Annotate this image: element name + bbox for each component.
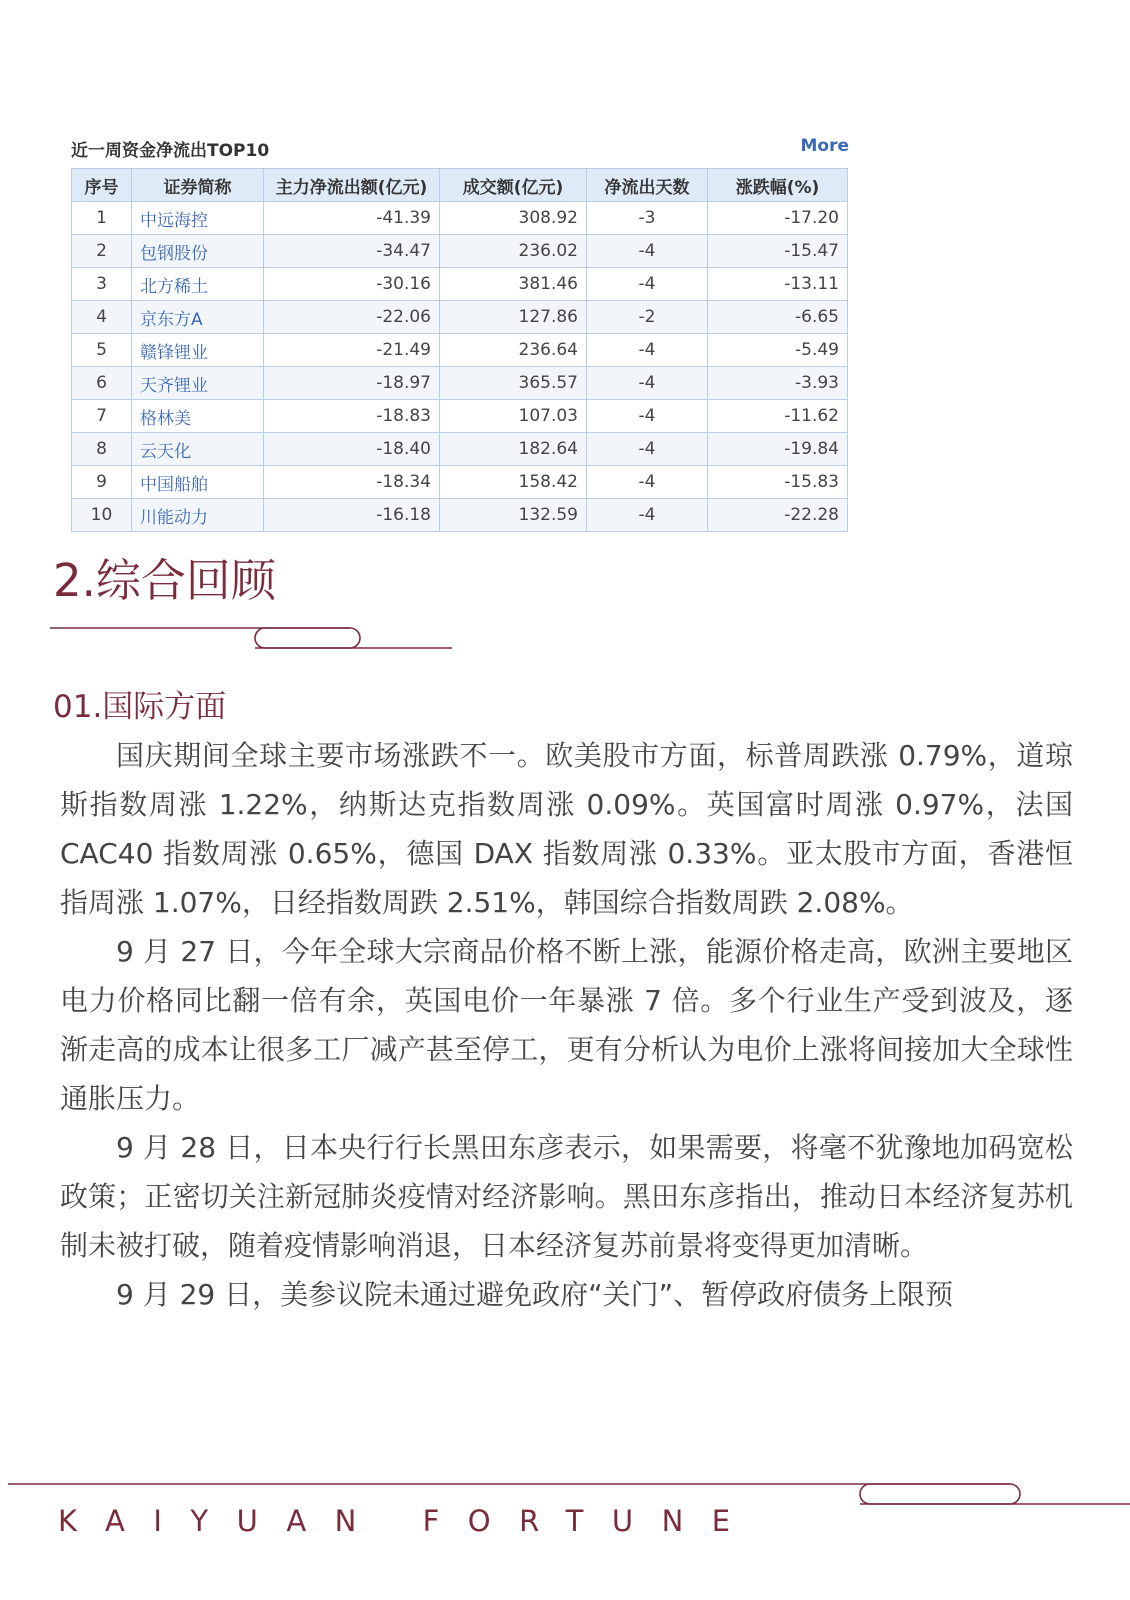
table-row [72, 268, 848, 301]
outflow-days-cell: -4 [587, 433, 708, 466]
change-cell: -22.28 [708, 499, 848, 532]
article-body [60, 731, 1073, 1319]
table-row [72, 433, 848, 466]
section-divider-ornament [50, 620, 470, 656]
paragraph: 9 月 27 日，今年全球大宗商品价格不断上涨，能源价格走高，欧洲主要地区电力价格同比翻一倍有余，英国电价一年暴涨 7 倍。多个行业生产受到波及，逐渐走高的成本让很多工厂减产甚至停工，更有分析认为电价上涨将间接加大全球性通胀压力。 [60, 935, 1073, 1115]
outflow-days-cell: -4 [587, 235, 708, 268]
turnover-cell: 127.86 [440, 301, 587, 334]
turnover-cell: 158.42 [440, 466, 587, 499]
outflow-cell: -21.49 [264, 334, 440, 367]
change-cell: -5.49 [708, 334, 848, 367]
net-outflow-table [71, 168, 848, 532]
outflow-days-cell: -2 [587, 301, 708, 334]
turnover-cell: 308.92 [440, 202, 587, 235]
stock-name-link[interactable]: 云天化 [132, 433, 264, 466]
table-header-row [72, 169, 848, 202]
stock-name-link[interactable]: 京东方A [132, 301, 264, 334]
paragraph: 9 月 28 日，日本央行行长黑田东彦表示，如果需要，将毫不犹豫地加码宽松政策；正密切关注新冠肺炎疫情对经济影响。黑田东彦指出，推动日本经济复苏机制未被打破，随着疫情影响消退，日本经济复苏前景将变得更加清晰。 [60, 1131, 1073, 1262]
change-cell: -3.93 [708, 367, 848, 400]
table-row [72, 334, 848, 367]
outflow-cell: -18.34 [264, 466, 440, 499]
turnover-cell: 236.64 [440, 334, 587, 367]
turnover-cell: 132.59 [440, 499, 587, 532]
table-row [72, 301, 848, 334]
rank-cell: 2 [72, 235, 132, 268]
rank-cell: 10 [72, 499, 132, 532]
column-header: 证券简称 [132, 169, 264, 202]
turnover-cell: 365.57 [440, 367, 587, 400]
change-cell: -13.11 [708, 268, 848, 301]
stock-name-link[interactable]: 川能动力 [132, 499, 264, 532]
table-row [72, 367, 848, 400]
column-header: 净流出天数 [587, 169, 708, 202]
table-header [71, 132, 849, 168]
table-body [72, 202, 848, 532]
table-row [72, 400, 848, 433]
stock-name-link[interactable]: 中远海控 [132, 202, 264, 235]
outflow-days-cell: -3 [587, 202, 708, 235]
stock-name-link[interactable]: 北方稀土 [132, 268, 264, 301]
more-link[interactable]: More [800, 136, 849, 156]
column-header: 序号 [72, 169, 132, 202]
rank-cell: 4 [72, 301, 132, 334]
footer-brand: KAIYUAN FORTUNE [58, 1504, 759, 1538]
outflow-cell: -16.18 [264, 499, 440, 532]
column-header: 成交额(亿元) [440, 169, 587, 202]
outflow-cell: -34.47 [264, 235, 440, 268]
outflow-cell: -41.39 [264, 202, 440, 235]
rank-cell: 5 [72, 334, 132, 367]
outflow-cell: -18.40 [264, 433, 440, 466]
rank-cell: 8 [72, 433, 132, 466]
section-title: 2.综合回顾 [53, 554, 276, 607]
outflow-days-cell: -4 [587, 334, 708, 367]
outflow-cell: -30.16 [264, 268, 440, 301]
outflow-cell: -22.06 [264, 301, 440, 334]
table-row [72, 466, 848, 499]
stock-name-link[interactable]: 赣锋锂业 [132, 334, 264, 367]
stock-name-link[interactable]: 中国船舶 [132, 466, 264, 499]
stock-name-link[interactable]: 包钢股份 [132, 235, 264, 268]
rank-cell: 9 [72, 466, 132, 499]
rank-cell: 3 [72, 268, 132, 301]
turnover-cell: 107.03 [440, 400, 587, 433]
change-cell: -19.84 [708, 433, 848, 466]
outflow-days-cell: -4 [587, 499, 708, 532]
change-cell: -15.83 [708, 466, 848, 499]
column-header: 涨跌幅(%) [708, 169, 848, 202]
rank-cell: 1 [72, 202, 132, 235]
table-row [72, 202, 848, 235]
table-row [72, 235, 848, 268]
column-header: 主力净流出额(亿元) [264, 169, 440, 202]
change-cell: -15.47 [708, 235, 848, 268]
stock-name-link[interactable]: 格林美 [132, 400, 264, 433]
rank-cell: 7 [72, 400, 132, 433]
rank-cell: 6 [72, 367, 132, 400]
outflow-days-cell: -4 [587, 400, 708, 433]
stock-name-link[interactable]: 天齐锂业 [132, 367, 264, 400]
change-cell: -6.65 [708, 301, 848, 334]
turnover-cell: 381.46 [440, 268, 587, 301]
subsection-title: 01.国际方面 [53, 689, 227, 725]
outflow-cell: -18.83 [264, 400, 440, 433]
outflow-days-cell: -4 [587, 466, 708, 499]
outflow-cell: -18.97 [264, 367, 440, 400]
table-title: 近一周资金净流出TOP10 [71, 141, 270, 161]
outflow-days-cell: -4 [587, 367, 708, 400]
paragraph: 9 月 29 日，美参议院未通过避免政府“关门”、暂停政府债务上限预 [116, 1278, 954, 1311]
net-outflow-table-widget [71, 132, 849, 532]
paragraph: 国庆期间全球主要市场涨跌不一。欧美股市方面，标普周跌涨 0.79%，道琼斯指数周涨 1.22%，纳斯达克指数周涨 0.09%。英国富时周涨 0.97%，法国 CAC40 指数周涨 0.65%，德国 DAX 指数周涨 0.33%。亚太股市方面，香港恒指周涨 1.07%，日经指数周跌 2.51%，韩国综合指数周跌 2.08%。 [60, 739, 1073, 919]
table-row [72, 499, 848, 532]
outflow-days-cell: -4 [587, 268, 708, 301]
turnover-cell: 182.64 [440, 433, 587, 466]
change-cell: -17.20 [708, 202, 848, 235]
turnover-cell: 236.02 [440, 235, 587, 268]
change-cell: -11.62 [708, 400, 848, 433]
